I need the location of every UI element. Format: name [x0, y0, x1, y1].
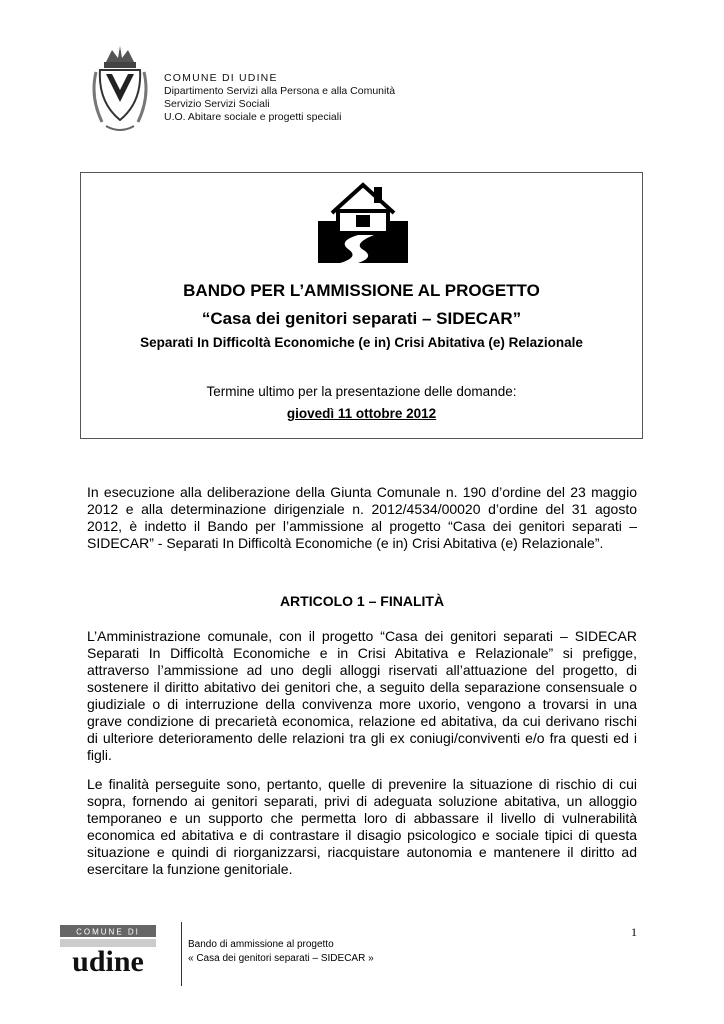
intro-paragraph: In esecuzione alla deliberazione della Giunta Comunale n. 190 d’ordine del 23 maggio 2012 e alla determinazione dirigenziale n. 2012/4534/00020 d’ordine del 31 agosto 2012, è indetto il Bando per l’ammissione al progetto “Casa dei genitori separati – SIDECAR” - Separati In Difficoltà Economiche (e in) Crisi Abitativa (e) Relazionale”. [87, 484, 637, 551]
project-title: “Casa dei genitori separati – SIDECAR” [201, 309, 522, 328]
article-paragraph-1: L’Amministrazione comunale, con il progetto “Casa dei genitori separati – SIDECAR Separati In Difficoltà Economiche e in Crisi Abitativa e Relazionale” si prefigge, attraverso l’ammissione ad uno degli alloggi riservati all’attuazione del progetto, di sostenere il diritto abitativo dei genitori che, a seguito della separazione consensuale o giudiziale o di interruzione della convivenza more uxorio, vengono a trovarsi in una grave condizione di precarietà economica, relazione ed abitativa, da cui derivano rischi di ulteriore deterioramento delle relazioni tra gli ex coniugi/conviventi e/o fra questi ed i figli. [87, 628, 637, 763]
deadline-date: giovedì 11 ottobre 2012 [286, 406, 437, 421]
unit-line: U.O. Abitare sociale e progetti speciali [164, 111, 342, 123]
house-icon [318, 179, 408, 263]
service-line: Servizio Servizi Sociali [164, 98, 270, 110]
page-number: 1 [631, 925, 637, 939]
header-block [164, 72, 395, 124]
org-name: COMUNE DI UDINE [164, 72, 278, 84]
footer-divider [181, 922, 182, 986]
footer-logo-word: udine [72, 945, 144, 973]
footer-line-1: Bando di ammissione al progetto [188, 939, 334, 950]
deadline-label: Termine ultimo per la presentazione delle domande: [206, 384, 517, 399]
city-crest-icon [92, 42, 148, 138]
project-subtitle: Separati In Difficoltà Economiche (e in) Crisi Abitativa (e) Relazionale [140, 335, 583, 350]
bando-title: BANDO PER L’AMMISSIONE AL PROGETTO [183, 281, 540, 300]
footer-logo [60, 925, 156, 973]
article-paragraph-2: Le finalità perseguite sono, pertanto, quelle di prevenire la situazione di rischio di cui sopra, fornendo ai genitori separati, privi di adeguata soluzione abitativa, un alloggio temporaneo e un supporto che permetta loro di abbassare il livello di vulnerabilità economica ed abitativa e di contrastare il disagio psicologico e sociale tipici di questa situazione e quindi di riorganizzarsi, riacquistare autonomia e mantenere il diritto ad esercitare la funzione genitoriale. [87, 776, 637, 877]
footer-line-2: « Casa dei genitori separati – SIDECAR » [188, 953, 374, 964]
title-box [80, 172, 643, 439]
footer-logo-top: COMUNE DI [76, 927, 140, 937]
department-line: Dipartimento Servizi alla Persona e alla Comunità [164, 85, 396, 97]
footer-text [188, 938, 374, 966]
article-title: ARTICOLO 1 – FINALITÀ [279, 593, 445, 609]
